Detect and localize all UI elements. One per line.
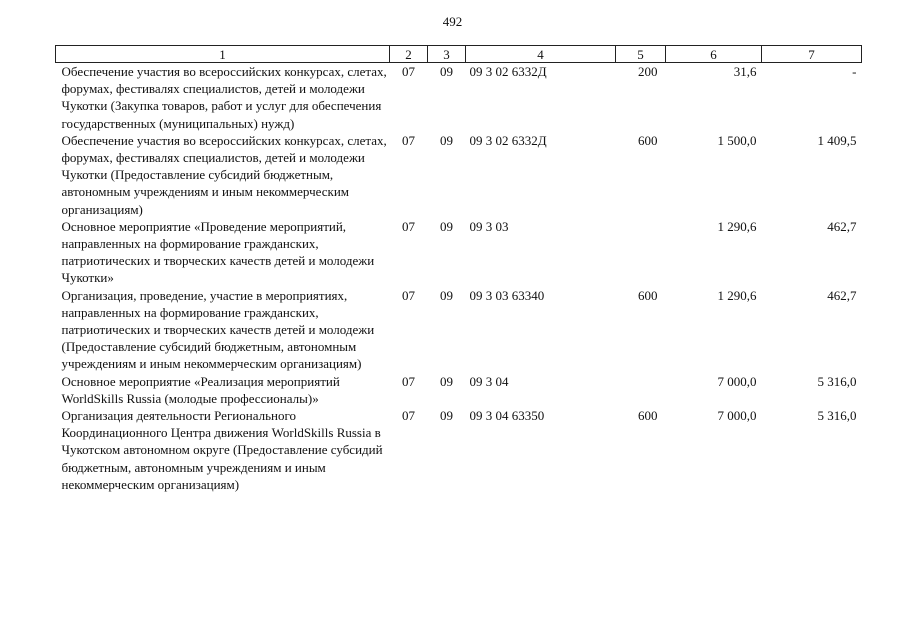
column-header-7: 7 bbox=[762, 46, 862, 63]
target-article-code: 09 3 04 bbox=[469, 373, 509, 389]
target-article-code: 09 3 03 bbox=[469, 218, 509, 234]
target-article-code: 09 3 02 6332Д bbox=[469, 64, 547, 79]
subsection-code: 09 bbox=[440, 408, 453, 424]
subsection-code: 09 bbox=[440, 287, 453, 303]
row-description: Обеспечение участия во всероссийских конкурсах, слетах, форумах, фестивалях специалистов, детей и молодежи Чукотки (Предоставление субсидий бюджетным, автономным учреждениям и иным некоммерческим организациям) bbox=[61, 132, 387, 217]
table-row bbox=[56, 287, 862, 373]
subsection-code: 09 bbox=[440, 218, 453, 234]
section-code: 07 bbox=[402, 408, 415, 424]
column-header-1: 1 bbox=[56, 46, 390, 63]
expense-type-code: 600 bbox=[638, 408, 658, 424]
amount-planned: 1 290,6 bbox=[717, 218, 757, 234]
amount-executed: 462,7 bbox=[827, 287, 857, 303]
amount-executed: 1 409,5 bbox=[817, 132, 857, 148]
expense-type-code bbox=[616, 373, 666, 407]
row-description: Основное мероприятие «Проведение мероприятий, направленных на формирование гражданских, патриотических и творческих качеств детей и молодежи Чукотки» bbox=[61, 218, 375, 286]
column-header-3: 3 bbox=[428, 46, 466, 63]
expense-type-code: 600 bbox=[638, 132, 658, 148]
amount-planned: 7 000,0 bbox=[717, 373, 757, 389]
table-row bbox=[56, 218, 862, 287]
expense-type-code bbox=[616, 218, 666, 287]
subsection-code: 09 bbox=[440, 64, 453, 79]
table-body bbox=[56, 63, 862, 494]
section-code: 07 bbox=[402, 218, 415, 234]
row-description: Организация, проведение, участие в мероприятиях, направленных на формирование гражданских, патриотических и творческих качеств детей и молодежи (Предоставление субсидий бюджетным, автономным учреждениям и иным некоммерческим организациям) bbox=[61, 287, 375, 372]
subsection-code: 09 bbox=[440, 132, 453, 148]
subsection-code: 09 bbox=[440, 373, 453, 389]
section-code: 07 bbox=[402, 373, 415, 389]
section-code: 07 bbox=[402, 64, 415, 79]
amount-planned: 7 000,0 bbox=[717, 408, 757, 424]
column-header-5: 5 bbox=[616, 46, 666, 63]
target-article-code: 09 3 02 6332Д bbox=[469, 132, 547, 148]
amount-executed: 462,7 bbox=[827, 218, 857, 234]
expense-type-code: 200 bbox=[638, 64, 658, 79]
amount-executed: - bbox=[852, 64, 857, 79]
amount-planned: 1 290,6 bbox=[717, 287, 757, 303]
amount-executed: 5 316,0 bbox=[817, 408, 857, 424]
section-code: 07 bbox=[402, 287, 415, 303]
target-article-code: 09 3 04 63350 bbox=[469, 408, 545, 424]
column-header-6: 6 bbox=[666, 46, 762, 63]
page-number: 492 bbox=[442, 14, 463, 29]
amount-planned: 31,6 bbox=[733, 64, 757, 79]
table-row bbox=[56, 373, 862, 407]
column-header-2: 2 bbox=[390, 46, 428, 63]
target-article-code: 09 3 03 63340 bbox=[469, 287, 545, 303]
budget-table bbox=[55, 45, 862, 493]
amount-planned: 1 500,0 bbox=[717, 132, 757, 148]
table-header bbox=[56, 46, 862, 63]
header-row bbox=[56, 46, 862, 63]
row-description: Организация деятельности Регионального Координационного Центра движения WorldSkills Russia в Чукотском автономном округе (Предоставление субсидий бюджетным, автономным учреждениям и иным некоммерческим организациям) bbox=[61, 408, 383, 492]
table-row bbox=[56, 132, 862, 218]
amount-executed: 5 316,0 bbox=[817, 373, 857, 389]
row-description: Основное мероприятие «Реализация мероприятий WorldSkills Russia (молодые профессионалы)» bbox=[61, 373, 340, 406]
column-header-4: 4 bbox=[466, 46, 616, 63]
table-row bbox=[56, 63, 862, 132]
row-description: Обеспечение участия во всероссийских конкурсах, слетах, форумах, фестивалях специалистов, детей и молодежи Чукотки (Закупка товаров, работ и услуг для обеспечения государственных (муниципальных) нужд) bbox=[61, 64, 387, 131]
expense-type-code: 600 bbox=[638, 287, 658, 303]
section-code: 07 bbox=[402, 132, 415, 148]
table-row bbox=[56, 407, 862, 493]
